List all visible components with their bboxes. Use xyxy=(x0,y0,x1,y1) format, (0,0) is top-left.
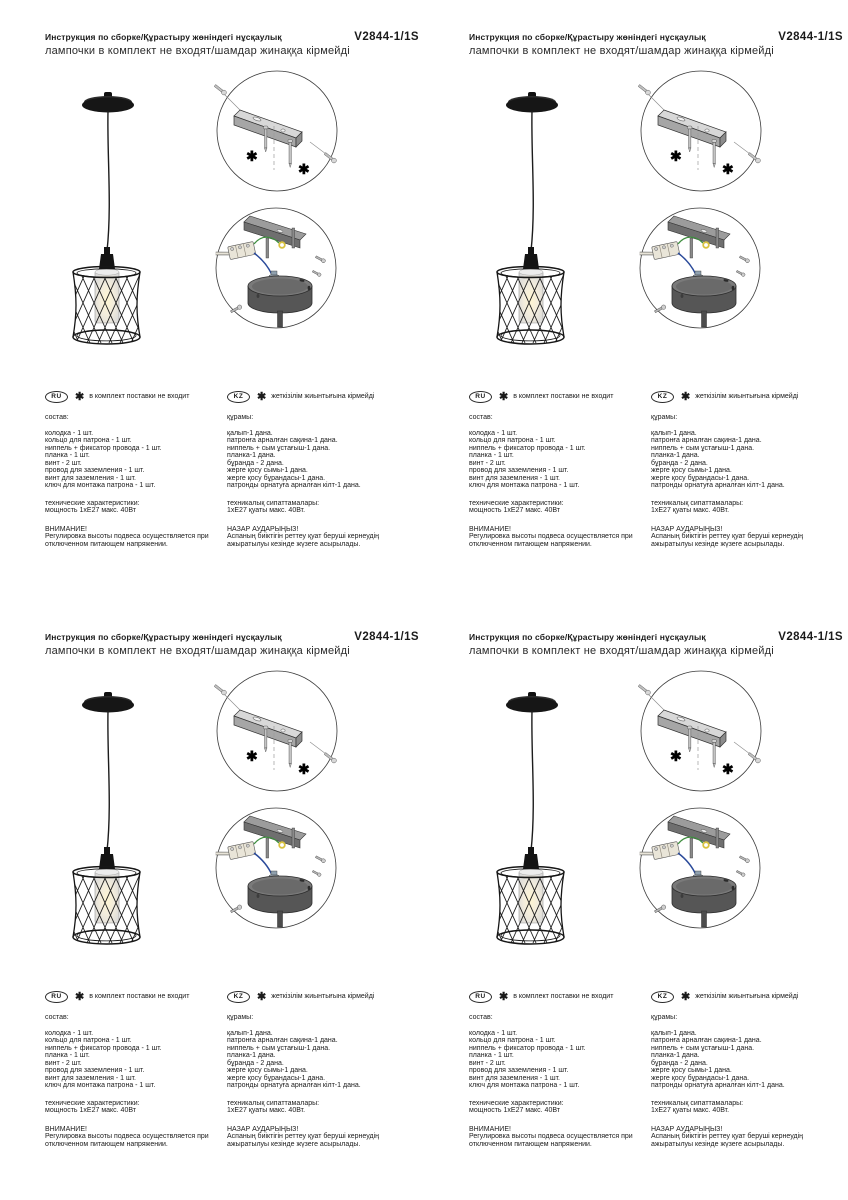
ru-part-item: ниппель + фиксатор провода - 1 шт. xyxy=(45,444,162,452)
hanging-rod xyxy=(702,311,707,327)
ru-note: в комплект поставки не входит xyxy=(89,393,190,401)
kz-part-item: патронға арналған сақина-1 дана. xyxy=(227,1037,338,1044)
ru-part-item: колодка - 1 шт. xyxy=(469,429,518,437)
ru-warning-title: ВНИМАНИЕ! xyxy=(469,1125,511,1133)
kz-part-item: жерге қосу бұрандасы-1 дана. xyxy=(651,1074,750,1082)
canopy-wiring-detail xyxy=(215,208,336,328)
ru-part-item: ниппель + фиксатор провода - 1 шт. xyxy=(469,444,586,452)
kz-section xyxy=(651,390,843,548)
kz-warning-title: НАЗАР АУДАРЫҢЫЗ! xyxy=(227,525,299,533)
ru-parts-list xyxy=(469,430,649,490)
bracket-mounting-detail xyxy=(213,671,337,791)
assembly-detail-illustrations xyxy=(632,668,772,938)
ru-tech-label: технические характеристики: xyxy=(45,1099,140,1107)
model-number: V2844-1/1S xyxy=(354,631,419,643)
ru-tech-label: технические характеристики: xyxy=(469,1099,564,1107)
kz-warning-text: Аспаның биіктігін реттеу қуат беруші кернеудің ажыратылуы кезінде жүзеге асырылады. xyxy=(227,533,380,548)
ru-warning-text: Регулировка высоты подвеса осуществляется при отключенном питающем напряжении. xyxy=(469,1133,633,1148)
asterisk-icon: ✱ xyxy=(499,391,509,403)
loose-screw xyxy=(315,255,326,264)
ru-warning-block xyxy=(45,1126,225,1149)
kz-part-item: жерге қосу сымы-1 дана. xyxy=(651,467,732,474)
kz-warning-text: Аспаның биіктігін реттеу қуат беруші кернеудің ажыратылуы кезінде жүзеге асырылады. xyxy=(651,533,804,548)
ru-tech-value: мощность 1хЕ27 макс. 40Вт xyxy=(469,507,560,514)
ru-badge: RU xyxy=(469,391,492,403)
canopy-wiring-detail xyxy=(215,808,336,928)
kz-warning-block xyxy=(227,526,419,549)
asterisk-icon: ✱ xyxy=(75,391,85,403)
bar-leg-screw xyxy=(266,238,269,258)
side-screw-upper-left xyxy=(213,84,227,96)
kz-part-item: бұранда - 2 дана. xyxy=(651,1059,708,1067)
kz-tech-block xyxy=(227,500,419,515)
kz-badge: KZ xyxy=(227,391,250,403)
ru-tech-value: мощность 1хЕ27 макс. 40Вт xyxy=(469,1107,560,1114)
ru-parts-list xyxy=(45,1030,225,1090)
kz-warning-block xyxy=(651,526,843,549)
pendant-lamp-illustration xyxy=(482,685,602,965)
ru-part-item: провод для заземления - 1 шт. xyxy=(45,1067,145,1074)
kz-part-item: ниппель + сым ұстағыш-1 дана. xyxy=(651,444,755,452)
model-number: V2844-1/1S xyxy=(778,31,843,43)
ring-terminal xyxy=(703,242,709,248)
bar-leg-screw xyxy=(292,228,295,248)
ru-warning-title: ВНИМАНИЕ! xyxy=(469,525,511,533)
asterisk-icon: ✱ xyxy=(722,161,734,177)
asterisk-icon: ✱ xyxy=(246,748,258,764)
asterisk-icon: ✱ xyxy=(681,991,691,1003)
kz-warning-block xyxy=(651,1126,843,1149)
loose-screw xyxy=(315,855,326,864)
asterisk-icon: ✱ xyxy=(670,148,682,164)
kz-part-item: планка-1 дана. xyxy=(651,1052,700,1059)
kz-part-item: қалып-1 дана. xyxy=(651,1029,697,1037)
ru-parts-list xyxy=(45,430,225,490)
ru-tech-value: мощность 1хЕ27 макс. 40Вт xyxy=(45,507,136,514)
ring-terminal xyxy=(703,842,709,848)
kz-tech-label: техникалық сипаттамалары: xyxy=(227,499,320,507)
canopy-cup xyxy=(248,276,312,313)
ru-part-item: планка - 1 шт. xyxy=(45,1052,90,1059)
kz-tech-label: техникалық сипаттамалары: xyxy=(651,499,744,507)
asterisk-icon: ✱ xyxy=(499,991,509,1003)
kz-tech-label: техникалық сипаттамалары: xyxy=(227,1099,320,1107)
page-title: Инструкция по сборке/Құрастыру жөніндегі нұсқаулық xyxy=(469,32,706,42)
loose-screw xyxy=(312,870,322,877)
kz-warning-text: Аспаның биіктігін реттеу қуат беруші кернеудің ажыратылуы кезінде жүзеге асырылады. xyxy=(651,1133,804,1148)
side-screw-upper-left xyxy=(213,684,227,696)
assembly-detail-illustrations xyxy=(632,68,772,338)
subtitle: лампочки в комплект не входят/шамдар жинаққа кірмейді xyxy=(469,645,774,657)
ru-warning-text: Регулировка высоты подвеса осуществляется при отключенном питающем напряжении. xyxy=(469,533,633,548)
suspension-cord xyxy=(107,111,109,251)
lamp-socket xyxy=(523,247,539,269)
bar-leg-screw xyxy=(690,838,693,858)
loose-screw xyxy=(739,255,750,264)
ru-part-item: ключ для монтажа патрона - 1 шт. xyxy=(45,482,156,489)
pendant-lamp-illustration xyxy=(58,685,178,965)
ru-warning-title: ВНИМАНИЕ! xyxy=(45,1125,87,1133)
asterisk-icon: ✱ xyxy=(257,991,267,1003)
ru-part-item: колодка - 1 шт. xyxy=(45,1029,94,1037)
canopy-cup xyxy=(248,876,312,913)
bar-leg-screw xyxy=(716,828,719,848)
ru-part-item: ниппель + фиксатор провода - 1 шт. xyxy=(469,1044,586,1052)
kz-part-item: ниппель + сым ұстағыш-1 дана. xyxy=(227,1044,331,1052)
kz-note: жеткізілім жиынтығына кірмейді xyxy=(271,993,375,1001)
kz-part-item: патронды орнатуға арналған кілт-1 дана. xyxy=(227,1082,361,1089)
ru-part-item: ниппель + фиксатор провода - 1 шт. xyxy=(45,1044,162,1052)
power-wire xyxy=(678,253,696,275)
kz-part-item: қалып-1 дана. xyxy=(651,429,697,437)
ceiling-canopy xyxy=(82,92,134,113)
ru-warning-title: ВНИМАНИЕ! xyxy=(45,525,87,533)
ru-section xyxy=(469,390,649,548)
subtitle: лампочки в комплект не входят/шамдар жинаққа кірмейді xyxy=(469,45,774,57)
bracket-mounting-detail xyxy=(637,71,761,191)
ru-part-item: колодка - 1 шт. xyxy=(45,429,94,437)
ru-tech-block xyxy=(469,1100,649,1115)
kz-section xyxy=(227,390,419,548)
power-wire xyxy=(254,853,272,875)
kz-part-item: жерге қосу сымы-1 дана. xyxy=(227,467,308,474)
ru-warning-block xyxy=(469,526,649,549)
ru-part-item: винт - 2 шт. xyxy=(45,1059,82,1067)
kz-part-item: патронға арналған сақина-1 дана. xyxy=(227,437,338,444)
kz-badge: KZ xyxy=(651,991,674,1003)
pendant-lamp-illustration xyxy=(58,85,178,365)
ru-tech-label: технические характеристики: xyxy=(469,499,564,507)
model-number: V2844-1/1S xyxy=(778,631,843,643)
side-screw-lower-right xyxy=(323,752,337,764)
kz-part-item: бұранда - 2 дана. xyxy=(227,459,284,467)
bar-leg-screw xyxy=(690,238,693,258)
ru-part-item: кольцо для патрона - 1 шт. xyxy=(469,437,556,444)
kz-badge: KZ xyxy=(227,991,250,1003)
kz-contents-label: құрамы: xyxy=(227,414,254,421)
page-title: Инструкция по сборке/Құрастыру жөніндегі нұсқаулық xyxy=(469,632,706,642)
lamp-socket xyxy=(523,847,539,869)
kz-tech-value: 1хЕ27 қуаты макс. 40Вт. xyxy=(227,1107,306,1114)
ru-warning-text: Регулировка высоты подвеса осуществляется при отключенном питающем напряжении. xyxy=(45,533,209,548)
kz-badge-row xyxy=(651,390,843,404)
kz-part-item: қалып-1 дана. xyxy=(227,429,273,437)
power-wire xyxy=(254,253,272,275)
ru-tech-label: технические характеристики: xyxy=(45,499,140,507)
asterisk-icon: ✱ xyxy=(722,761,734,777)
ru-contents-label: состав: xyxy=(45,414,69,421)
suspension-cord xyxy=(531,711,533,851)
side-screw-upper-left xyxy=(637,684,651,696)
kz-note: жеткізілім жиынтығына кірмейді xyxy=(695,993,799,1001)
ru-tech-value: мощность 1хЕ27 макс. 40Вт xyxy=(45,1107,136,1114)
loose-screw xyxy=(739,855,750,864)
ring-terminal xyxy=(279,842,285,848)
ru-note: в комплект поставки не входит xyxy=(89,993,190,1001)
header xyxy=(469,631,847,657)
kz-part-item: бұранда - 2 дана. xyxy=(651,459,708,467)
power-wire xyxy=(678,853,696,875)
suspension-cord xyxy=(107,711,109,851)
kz-parts-list xyxy=(227,430,419,490)
ru-warning-block xyxy=(469,1126,649,1149)
kz-warning-block xyxy=(227,1126,419,1149)
loose-screw xyxy=(736,270,746,277)
asterisk-icon: ✱ xyxy=(298,761,310,777)
asterisk-icon: ✱ xyxy=(75,991,85,1003)
header xyxy=(45,631,423,657)
kz-parts-list xyxy=(651,1030,843,1090)
pendant-lamp-illustration xyxy=(482,85,602,365)
loose-screw xyxy=(736,870,746,877)
kz-part-item: бұранда - 2 дана. xyxy=(227,1059,284,1067)
canopy-wiring-detail xyxy=(639,208,760,328)
kz-badge-row xyxy=(227,390,419,404)
kz-part-item: жерге қосу бұрандасы-1 дана. xyxy=(227,474,326,482)
kz-badge-row xyxy=(651,990,843,1004)
hanging-rod xyxy=(278,911,283,927)
canopy-cup xyxy=(672,276,736,313)
kz-tech-block xyxy=(227,1100,419,1115)
kz-warning-title: НАЗАР АУДАРЫҢЫЗ! xyxy=(227,1125,299,1133)
kz-part-item: планка-1 дана. xyxy=(227,452,276,459)
ru-parts-list xyxy=(469,1030,649,1090)
assembly-detail-illustrations xyxy=(208,668,348,938)
canopy-cup xyxy=(672,876,736,913)
kz-contents-label: құрамы: xyxy=(227,1014,254,1021)
ru-part-item: провод для заземления - 1 шт. xyxy=(45,467,145,474)
ru-contents-label: состав: xyxy=(469,1014,493,1021)
kz-part-item: патронға арналған сақина-1 дана. xyxy=(651,1037,762,1044)
side-screw-upper-left xyxy=(637,84,651,96)
kz-badge: KZ xyxy=(651,391,674,403)
ru-part-item: провод для заземления - 1 шт. xyxy=(469,467,569,474)
title-row xyxy=(469,631,847,643)
loose-screw xyxy=(312,270,322,277)
bar-leg-screw xyxy=(716,228,719,248)
ceiling-canopy xyxy=(82,692,134,713)
ru-tech-block xyxy=(45,1100,225,1115)
ru-section xyxy=(45,990,225,1148)
kz-warning-title: НАЗАР АУДАРЫҢЫЗ! xyxy=(651,1125,723,1133)
ru-badge: RU xyxy=(469,991,492,1003)
kz-tech-value: 1хЕ27 қуаты макс. 40Вт. xyxy=(651,1107,730,1114)
ru-badge-row xyxy=(469,390,649,404)
header xyxy=(45,31,423,57)
page-title: Инструкция по сборке/Құрастыру жөніндегі нұсқаулық xyxy=(45,32,282,42)
kz-section xyxy=(651,990,843,1148)
asterisk-icon: ✱ xyxy=(257,391,267,403)
kz-part-item: патронға арналған сақина-1 дана. xyxy=(651,437,762,444)
title-row xyxy=(45,631,423,643)
kz-part-item: патронды орнатуға арналған кілт-1 дана. xyxy=(227,482,361,489)
ru-part-item: винт - 2 шт. xyxy=(45,459,82,467)
ru-badge: RU xyxy=(45,991,68,1003)
kz-contents-label: құрамы: xyxy=(651,414,678,421)
ru-part-item: винт для заземления - 1 шт. xyxy=(45,1074,137,1082)
asterisk-icon: ✱ xyxy=(670,748,682,764)
ru-part-item: кольцо для патрона - 1 шт. xyxy=(469,1037,556,1044)
subtitle: лампочки в комплект не входят/шамдар жинаққа кірмейді xyxy=(45,45,350,57)
asterisk-icon: ✱ xyxy=(298,161,310,177)
ru-contents-label: состав: xyxy=(45,1014,69,1021)
kz-warning-text: Аспаның биіктігін реттеу қуат беруші кернеудің ажыратылуы кезінде жүзеге асырылады. xyxy=(227,1133,380,1148)
kz-section xyxy=(227,990,419,1148)
bar-leg-screw xyxy=(266,838,269,858)
kz-warning-title: НАЗАР АУДАРЫҢЫЗ! xyxy=(651,525,723,533)
kz-badge-row xyxy=(227,990,419,1004)
ru-part-item: провод для заземления - 1 шт. xyxy=(469,1067,569,1074)
instruction-panel xyxy=(424,600,848,1200)
kz-part-item: қалып-1 дана. xyxy=(227,1029,273,1037)
bracket-mounting-detail xyxy=(213,71,337,191)
ru-part-item: планка - 1 шт. xyxy=(45,452,90,459)
title-row xyxy=(45,31,423,43)
ru-tech-block xyxy=(45,500,225,515)
kz-part-item: жерге қосу сымы-1 дана. xyxy=(651,1067,732,1074)
side-screw-lower-right xyxy=(747,752,761,764)
header xyxy=(469,31,847,57)
kz-tech-label: техникалық сипаттамалары: xyxy=(651,1099,744,1107)
lamp-socket xyxy=(99,247,115,269)
assembly-detail-illustrations xyxy=(208,68,348,338)
kz-tech-value: 1хЕ27 қуаты макс. 40Вт. xyxy=(651,507,730,514)
kz-contents-label: құрамы: xyxy=(651,1014,678,1021)
kz-part-item: жерге қосу бұрандасы-1 дана. xyxy=(651,474,750,482)
ceiling-canopy xyxy=(506,92,558,113)
ru-section xyxy=(469,990,649,1148)
kz-note: жеткізілім жиынтығына кірмейді xyxy=(695,393,799,401)
ru-part-item: ключ для монтажа патрона - 1 шт. xyxy=(469,1082,580,1089)
ring-terminal xyxy=(279,242,285,248)
kz-tech-value: 1хЕ27 қуаты макс. 40Вт. xyxy=(227,507,306,514)
instruction-panel xyxy=(0,0,424,600)
asterisk-icon: ✱ xyxy=(681,391,691,403)
instruction-panel xyxy=(424,0,848,600)
model-number: V2844-1/1S xyxy=(354,31,419,43)
kz-part-item: планка-1 дана. xyxy=(227,1052,276,1059)
title-row xyxy=(469,31,847,43)
ru-part-item: винт - 2 шт. xyxy=(469,459,506,467)
canopy-wiring-detail xyxy=(639,808,760,928)
instruction-panel xyxy=(0,600,424,1200)
side-screw-lower-right xyxy=(323,152,337,164)
kz-note: жеткізілім жиынтығына кірмейді xyxy=(271,393,375,401)
kz-tech-block xyxy=(651,1100,843,1115)
kz-part-item: планка-1 дана. xyxy=(651,452,700,459)
side-screw-lower-right xyxy=(747,152,761,164)
ru-part-item: винт для заземления - 1 шт. xyxy=(469,1074,561,1082)
bracket-mounting-detail xyxy=(637,671,761,791)
kz-part-item: ниппель + сым ұстағыш-1 дана. xyxy=(651,1044,755,1052)
ru-warning-block xyxy=(45,526,225,549)
kz-part-item: ниппель + сым ұстағыш-1 дана. xyxy=(227,444,331,452)
kz-part-item: патронды орнатуға арналған кілт-1 дана. xyxy=(651,1082,785,1089)
ru-contents-label: состав: xyxy=(469,414,493,421)
ru-badge-row xyxy=(45,390,225,404)
hanging-rod xyxy=(702,911,707,927)
ru-part-item: планка - 1 шт. xyxy=(469,452,514,459)
ru-part-item: винт для заземления - 1 шт. xyxy=(45,474,137,482)
ru-part-item: кольцо для патрона - 1 шт. xyxy=(45,1037,132,1044)
page-title: Инструкция по сборке/Құрастыру жөніндегі нұсқаулық xyxy=(45,632,282,642)
kz-tech-block xyxy=(651,500,843,515)
ru-note: в комплект поставки не входит xyxy=(513,993,614,1001)
ru-badge-row xyxy=(469,990,649,1004)
kz-part-item: патронды орнатуға арналған кілт-1 дана. xyxy=(651,482,785,489)
kz-parts-list xyxy=(227,1030,419,1090)
suspension-cord xyxy=(531,111,533,251)
ru-part-item: ключ для монтажа патрона - 1 шт. xyxy=(45,1082,156,1089)
lamp-socket xyxy=(99,847,115,869)
ru-note: в комплект поставки не входит xyxy=(513,393,614,401)
bar-leg-screw xyxy=(292,828,295,848)
ceiling-canopy xyxy=(506,692,558,713)
ru-part-item: кольцо для патрона - 1 шт. xyxy=(45,437,132,444)
asterisk-icon: ✱ xyxy=(246,148,258,164)
ru-badge: RU xyxy=(45,391,68,403)
ru-section xyxy=(45,390,225,548)
ru-badge-row xyxy=(45,990,225,1004)
subtitle: лампочки в комплект не входят/шамдар жинаққа кірмейді xyxy=(45,645,350,657)
kz-part-item: жерге қосу сымы-1 дана. xyxy=(227,1067,308,1074)
kz-parts-list xyxy=(651,430,843,490)
kz-part-item: жерге қосу бұрандасы-1 дана. xyxy=(227,1074,326,1082)
ru-part-item: планка - 1 шт. xyxy=(469,1052,514,1059)
ru-part-item: винт - 2 шт. xyxy=(469,1059,506,1067)
ru-part-item: винт для заземления - 1 шт. xyxy=(469,474,561,482)
ru-part-item: колодка - 1 шт. xyxy=(469,1029,518,1037)
ru-warning-text: Регулировка высоты подвеса осуществляется при отключенном питающем напряжении. xyxy=(45,1133,209,1148)
hanging-rod xyxy=(278,311,283,327)
ru-tech-block xyxy=(469,500,649,515)
ru-part-item: ключ для монтажа патрона - 1 шт. xyxy=(469,482,580,489)
